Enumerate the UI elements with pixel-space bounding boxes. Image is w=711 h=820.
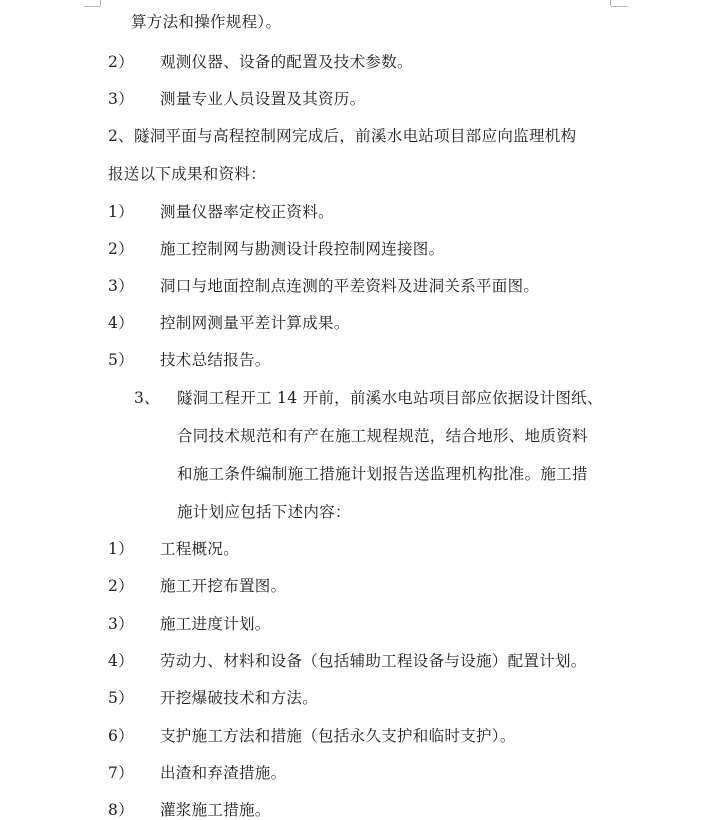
paragraph-2-line-1: 2、隧洞平面与高程控制网完成后，前溪水电站项目部应向监理机构 bbox=[108, 127, 577, 145]
list-number: 5） bbox=[108, 351, 134, 369]
list-text: 洞口与地面控制点连测的平差资料及进洞关系平面图。 bbox=[160, 277, 540, 295]
margin-mark-left bbox=[100, 0, 101, 6]
list-number: 6） bbox=[108, 727, 134, 745]
list-number: 1） bbox=[108, 540, 134, 558]
paragraph-3-line: 隧洞工程开工 14 开前，前溪水电站项目部应依据设计图纸、 bbox=[177, 389, 603, 407]
margin-mark-right-h bbox=[611, 6, 627, 7]
paragraph-3-line: 合同技术规范和有产在施工规程规范，结合地形、地质资料 bbox=[177, 427, 588, 445]
list-number: 1） bbox=[108, 203, 134, 221]
list-number: 8） bbox=[108, 801, 134, 819]
list-text: 工程概况。 bbox=[160, 540, 240, 558]
list-text: 技术总结报告。 bbox=[160, 351, 271, 369]
paragraph-3-number: 3、 bbox=[134, 389, 160, 407]
paragraph-continued: 算方法和操作规程）。 bbox=[131, 13, 282, 31]
list-number: 2） bbox=[108, 577, 134, 595]
list-text: 控制网测量平差计算成果。 bbox=[160, 314, 350, 332]
margin-mark-left-h bbox=[84, 6, 100, 7]
list-text: 施工进度计划。 bbox=[160, 615, 271, 633]
list-number: 7） bbox=[108, 764, 134, 782]
list-text: 灌浆施工措施。 bbox=[160, 801, 271, 819]
list-text: 施工控制网与勘测设计段控制网连接图。 bbox=[160, 240, 445, 258]
list-number: 3） bbox=[108, 277, 134, 295]
list-text: 支护施工方法和措施（包括永久支护和临时支护）。 bbox=[160, 727, 516, 745]
list-text: 开挖爆破技术和方法。 bbox=[160, 689, 319, 707]
list-number: 5） bbox=[108, 689, 134, 707]
list-text: 测量专业人员设置及其资历。 bbox=[160, 90, 366, 108]
paragraph-3-line: 施计划应包括下述内容： bbox=[177, 503, 351, 521]
list-text: 出渣和弃渣措施。 bbox=[160, 764, 287, 782]
list-number: 2） bbox=[108, 240, 134, 258]
paragraph-2-line-2: 报送以下成果和资料： bbox=[108, 165, 267, 183]
list-text: 劳动力、材料和设备（包括辅助工程设备与设施）配置计划。 bbox=[160, 652, 587, 670]
list-number: 2） bbox=[108, 53, 134, 71]
list-number: 3） bbox=[108, 90, 134, 108]
list-number: 4） bbox=[108, 314, 134, 332]
list-text: 观测仪器、设备的配置及技术参数。 bbox=[160, 53, 413, 71]
list-text: 施工开挖布置图。 bbox=[160, 577, 287, 595]
list-number: 4） bbox=[108, 652, 134, 670]
list-number: 3） bbox=[108, 615, 134, 633]
paragraph-3-line: 和施工条件编制施工措施计划报告送监理机构批准。施工措 bbox=[177, 465, 588, 483]
list-text: 测量仪器率定校正资料。 bbox=[160, 203, 334, 221]
